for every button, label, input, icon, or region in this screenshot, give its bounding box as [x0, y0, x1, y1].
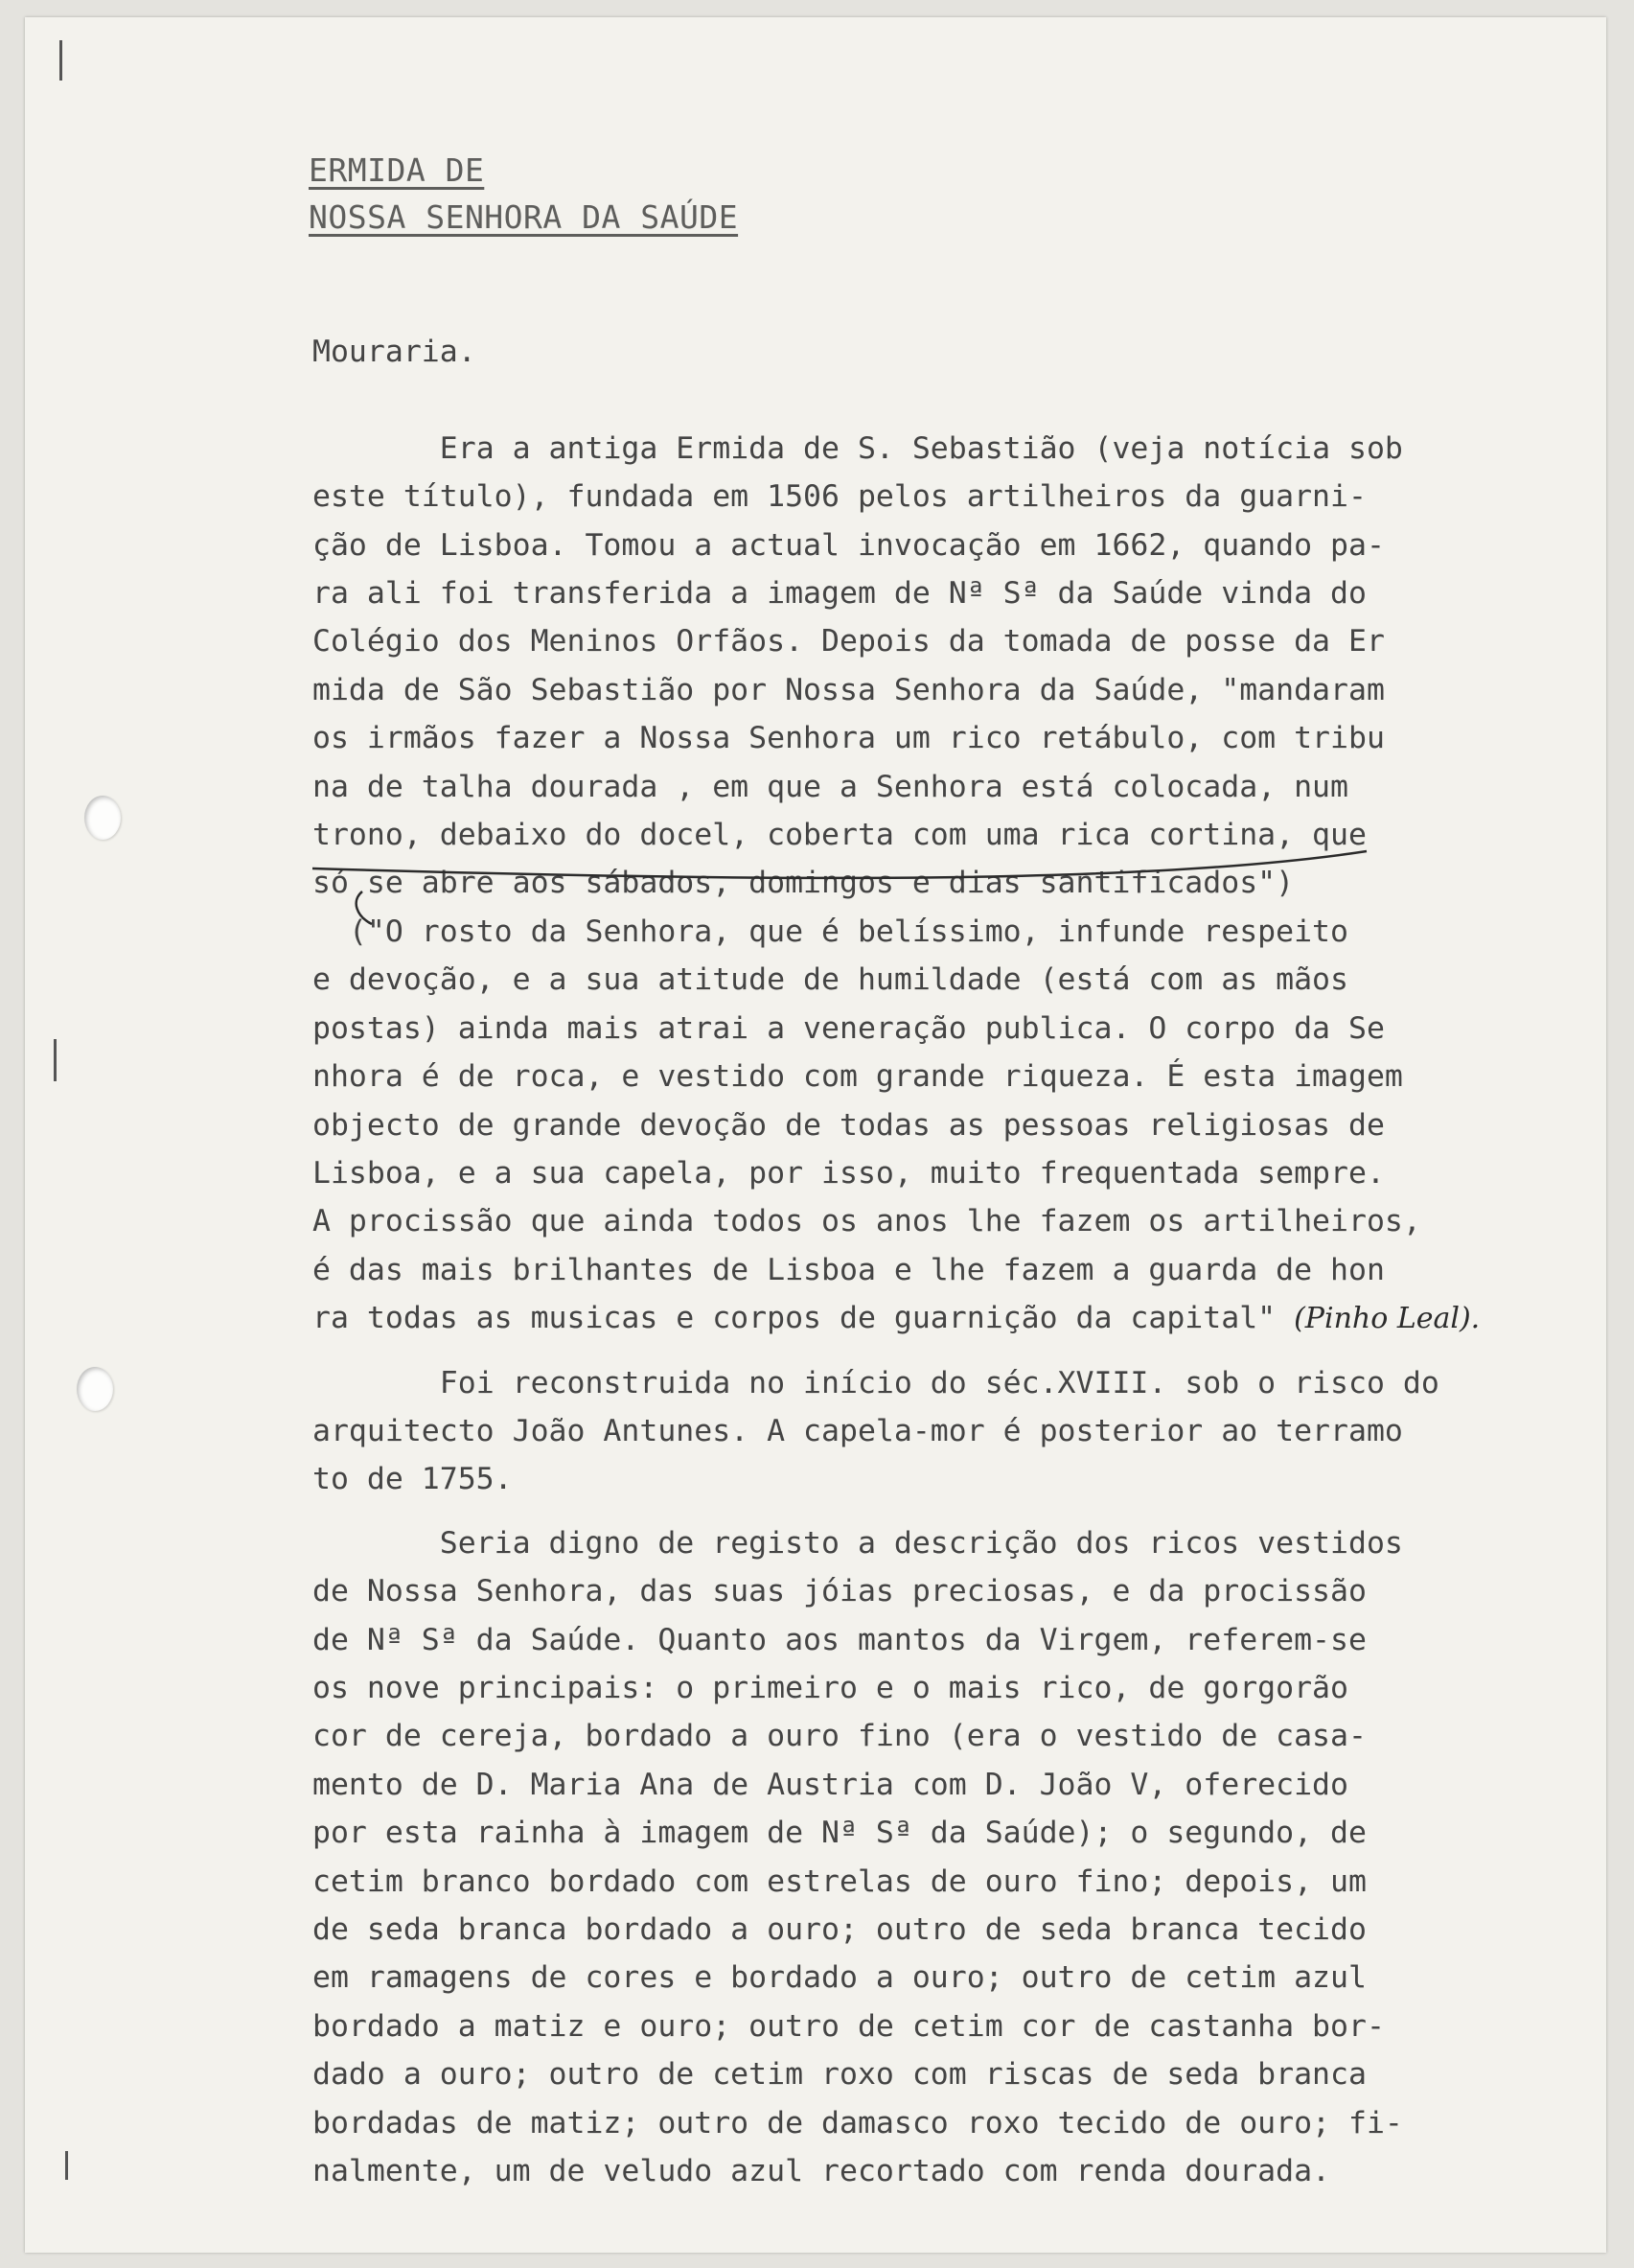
paragraph-1 — [312, 425, 1525, 908]
margin-mark — [54, 1039, 57, 1081]
punch-hole — [77, 1367, 113, 1411]
text-line: Seria digno de registo a descrição dos ricos vestidos — [439, 1525, 1403, 1561]
text-line: mento de D. Maria Ana de Austria com D. João V, oferecido — [312, 1767, 1348, 1802]
text-line: Era a antiga Ermida de S. Sebastião (veja notícia sob — [439, 430, 1403, 466]
document-page — [25, 17, 1606, 2253]
margin-mark — [65, 2151, 68, 2180]
text-line: ra ali foi transferida a imagem de Nª Sª da Saúde vinda do — [312, 576, 1367, 612]
text-line: trono, debaixo do docel, coberta com uma rica cortina, que — [312, 818, 1367, 853]
document-title-line-1: ERMIDA DE — [309, 151, 485, 189]
text-line: ção de Lisboa. Tomou a actual invocação em 1662, quando pa- — [312, 527, 1385, 563]
punch-hole — [84, 796, 121, 840]
text-line: Colégio dos Meninos Orfãos. Depois da tomada de posse da Er — [312, 624, 1385, 660]
text-line: ra todas as musicas e corpos de guarnição da capital" (Pinho Leal). — [312, 1301, 1481, 1336]
text-line: nalmente, um de veludo azul recortado com renda dourada. — [312, 2154, 1331, 2189]
margin-mark — [59, 40, 62, 81]
text-line: Foi reconstruida no início do séc.XVIII. sob o risco do — [439, 1365, 1439, 1400]
text-line: por esta rainha à imagem de Nª Sª da Saúde); o segundo, de — [312, 1816, 1367, 1851]
text-line: de Nª Sª da Saúde. Quanto aos mantos da Virgem, referem-se — [312, 1622, 1367, 1657]
document-title-line-2: NOSSA SENHORA DA SAÚDE — [309, 198, 739, 236]
text-line: mida de São Sebastião por Nossa Senhora da Saúde, "mandaram — [312, 672, 1385, 707]
text-line: na de talha dourada , em que a Senhora está colocada, num — [312, 769, 1348, 804]
document-body — [312, 328, 1525, 2195]
paragraph-4 — [312, 1519, 1525, 2196]
text-line: postas) ainda mais atrai a veneração publica. O corpo da Se — [312, 1010, 1385, 1046]
text-line: em ramagens de cores e bordado a ouro; outro de cetim azul — [312, 1960, 1367, 1996]
paragraph-2 — [312, 908, 1525, 1344]
text-line: to de 1755. — [312, 1462, 513, 1497]
text-line: objecto de grande devoção de todas as pessoas religiosas de — [312, 1107, 1385, 1143]
text-line: os nove principais: o primeiro e o mais rico, de gorgorão — [312, 1670, 1348, 1705]
text-line: bordadas de matiz; outro de damasco roxo tecido de ouro; fi- — [312, 2105, 1403, 2141]
text-line: de Nossa Senhora, das suas jóias preciosas, e da procissão — [312, 1574, 1367, 1609]
text-line: os irmãos fazer a Nossa Senhora um rico retábulo, com tribu — [312, 721, 1385, 756]
text-line: é das mais brilhantes de Lisboa e lhe fazem a guarda de hon — [312, 1252, 1385, 1287]
text-line: dado a ouro; outro de cetim roxo com riscas de seda branca — [312, 2057, 1367, 2093]
text-line: cetim branco bordado com estrelas de ouro fino; depois, um — [312, 1863, 1367, 1899]
text-line: cor de cereja, bordado a ouro fino (era o vestido de casa- — [312, 1719, 1367, 1754]
handwritten-citation: (Pinho Leal). — [1294, 1302, 1481, 1336]
text-line: Lisboa, e a sua capela, por isso, muito frequentada sempre. — [312, 1155, 1385, 1191]
text-line: arquitecto João Antunes. A capela-mor é posterior ao terramo — [312, 1413, 1403, 1448]
text-line: nhora é de roca, e vestido com grande riqueza. É esta imagem — [312, 1059, 1403, 1095]
text-line: bordado a matiz e ouro; outro de cetim cor de castanha bor- — [312, 2008, 1385, 2044]
text-line: A procissão que ainda todos os anos lhe fazem os artilheiros, — [312, 1204, 1421, 1239]
text-line: este título), fundada em 1506 pelos artilheiros da guarni- — [312, 479, 1367, 515]
paragraph-3 — [312, 1359, 1525, 1504]
text-line: só se abre aos sábados, domingos e dias santificados") — [312, 866, 1295, 901]
place-line: Mouraria. — [312, 335, 476, 369]
text-line: de seda branca bordado a ouro; outro de seda branca tecido — [312, 1912, 1367, 1947]
text-line: e devoção, e a sua atitude de humildade (está com as mãos — [312, 962, 1348, 998]
text-line: ("O rosto da Senhora, que é belíssimo, infunde respeito — [348, 914, 1348, 949]
